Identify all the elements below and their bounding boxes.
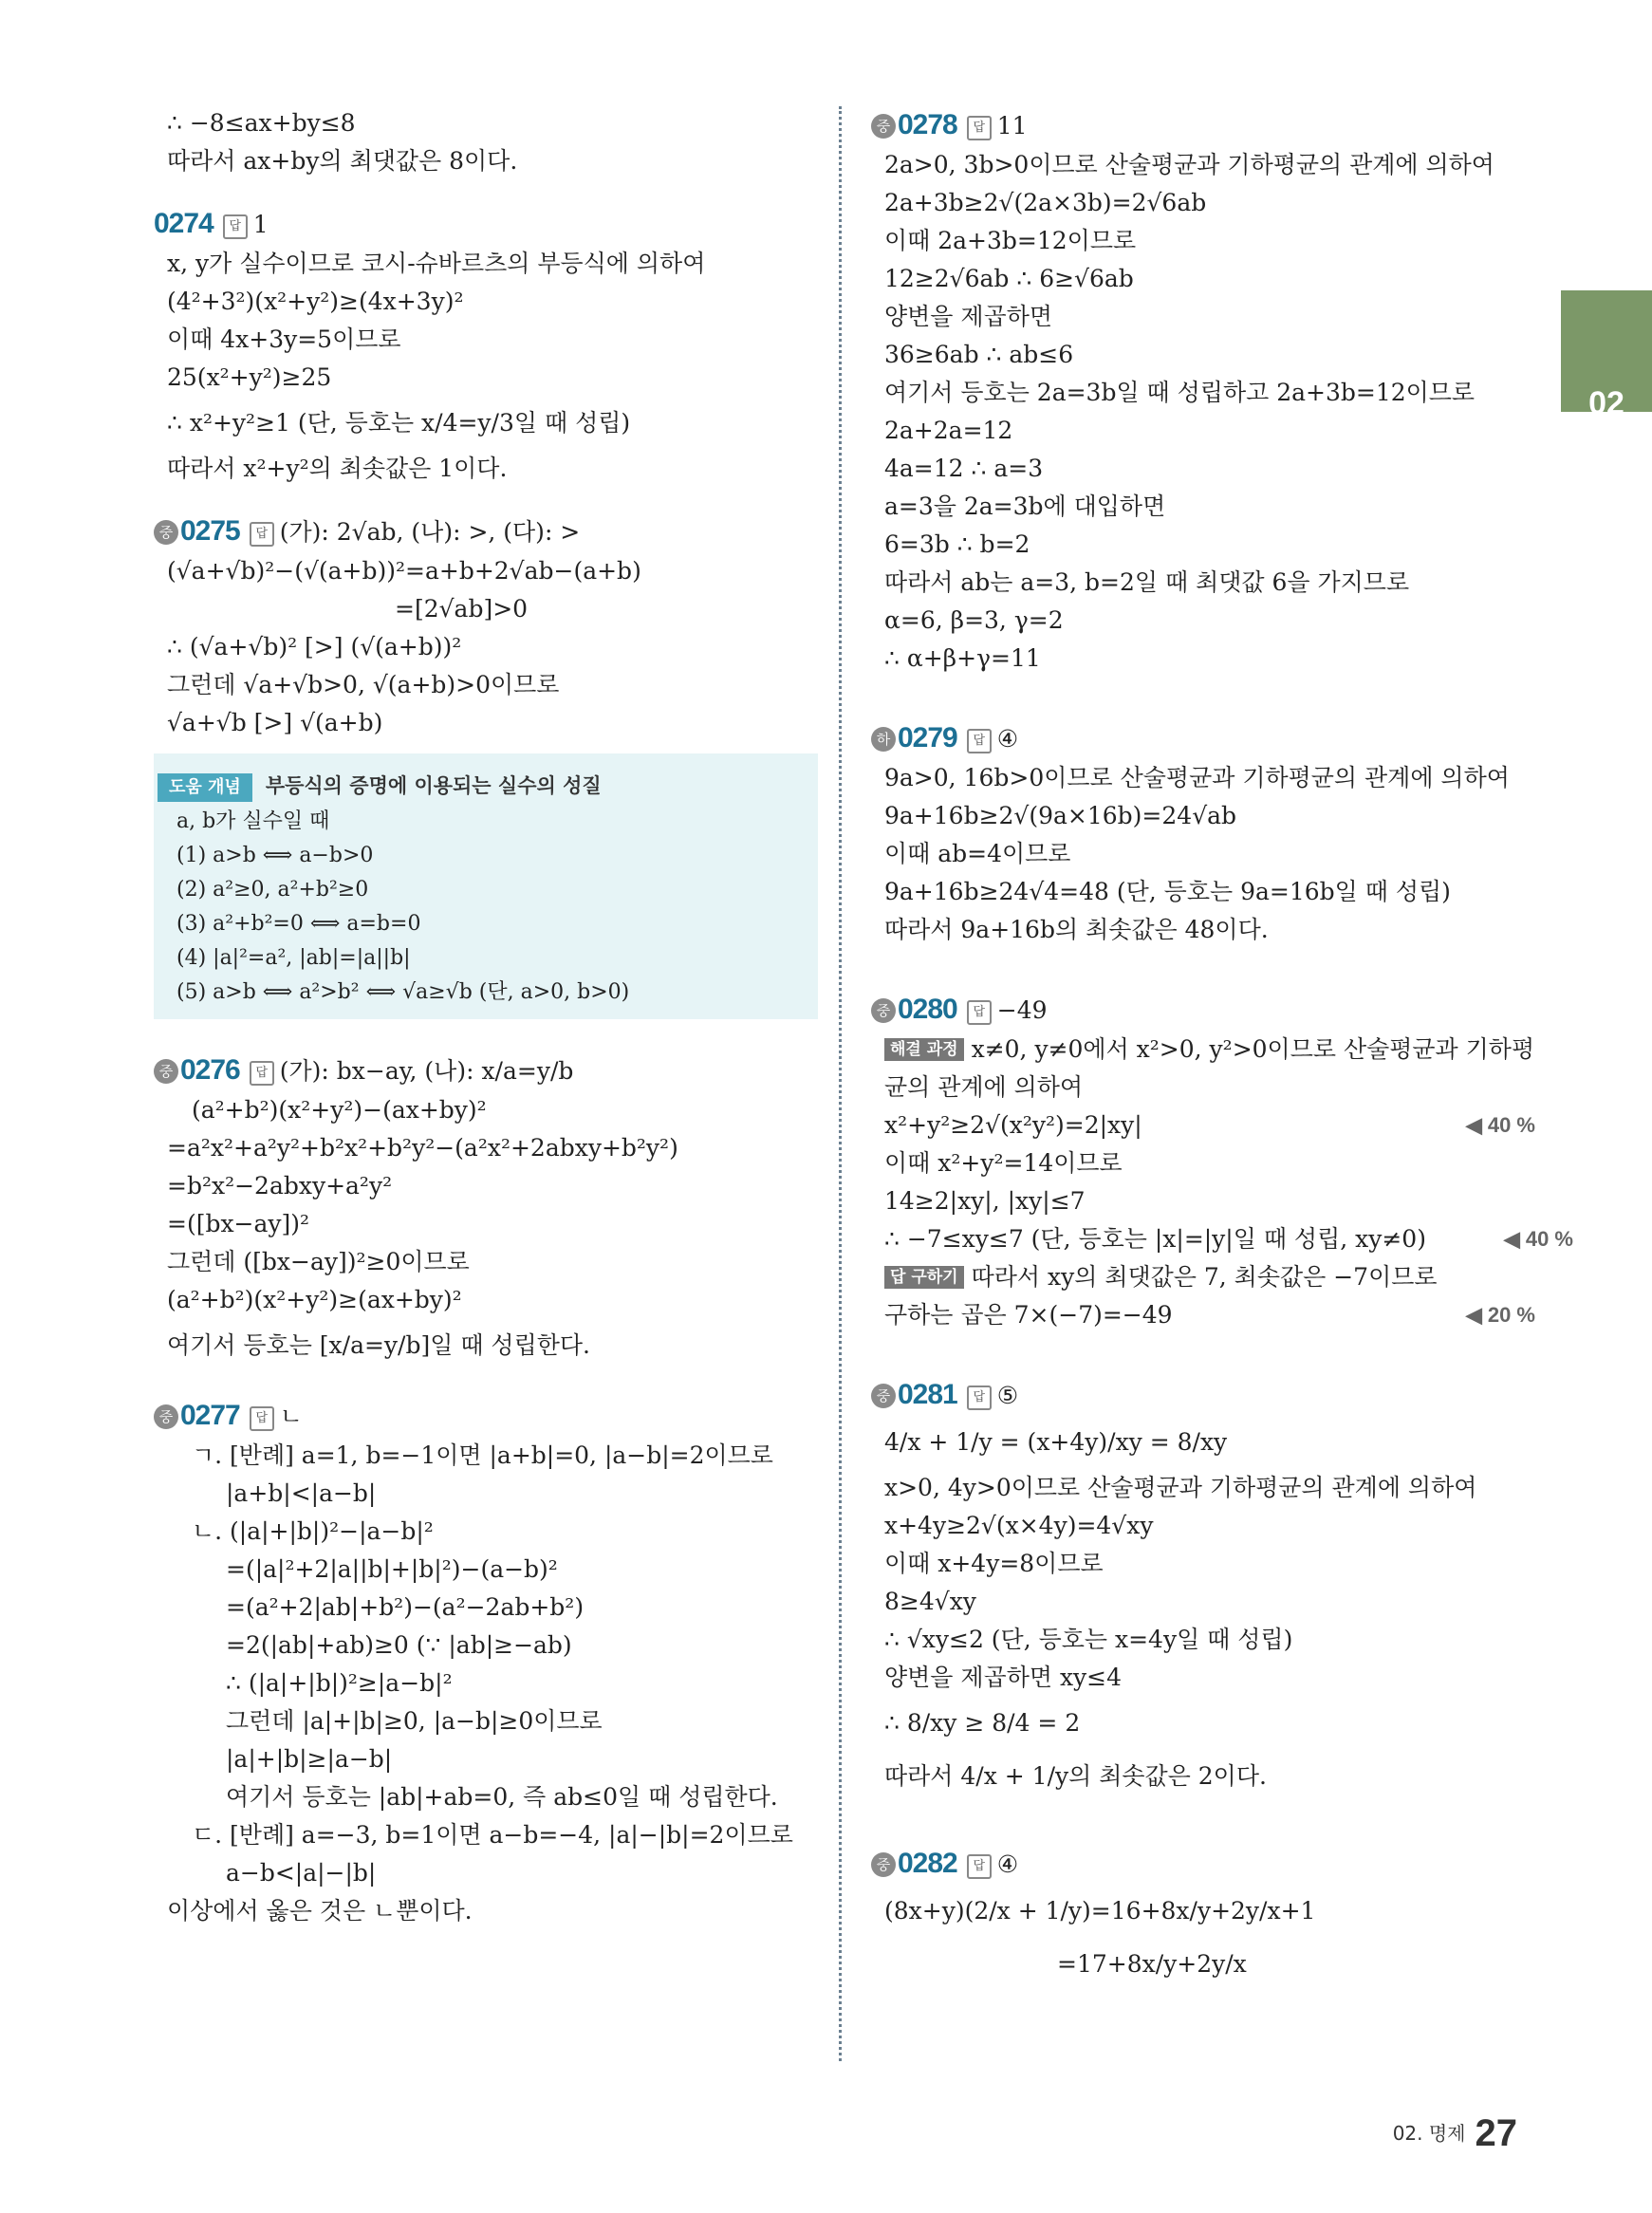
answer-icon: 답 (250, 522, 274, 547)
text-line: (√a+√b)²−(√(a+b))²=a+b+2√ab−(a+b) (167, 557, 641, 585)
answer-value: ㄴ (279, 1403, 303, 1430)
problem-header (871, 1374, 1535, 1416)
problem-0274 (154, 203, 808, 488)
text-line: 여기서 등호는 |ab|+ab=0, 즉 ab≤0일 때 성립한다. (226, 1783, 778, 1811)
problem-header (871, 104, 1535, 146)
text-line: 25(x²+y²)≥25 (167, 363, 332, 391)
text-line: 12≥2√6ab ∴ 6≥√6ab (884, 265, 1134, 292)
text-line: =(|a|²+2|a||b|+|b|²)−(a−b)² (226, 1555, 558, 1583)
concept-line: (3) a²+b²=0 ⟺ a=b=0 (176, 912, 421, 936)
text-line: 따라서 4/x + 1/y의 최솟값은 2이다. (884, 1762, 1267, 1790)
page-footer (1393, 2112, 1517, 2155)
concept-line: a, b가 실수일 때 (176, 809, 330, 833)
text-line: ㄴ. (|a|+|b|)²−|a−b|² (192, 1517, 434, 1545)
text-line: 양변을 제곱하면 xy≤4 (884, 1664, 1123, 1691)
chapter-label: 02. 명제 (1392, 2122, 1466, 2145)
text-line: (8x+y)(2/x + 1/y)=16+8x/y+2y/x+1 (884, 1897, 1316, 1925)
text-line: x, y가 실수이므로 코시-슈바르츠의 부등식에 의하여 (167, 250, 706, 277)
answer-value: (가): bx−ay, (나): x/a=y/b (279, 1057, 574, 1085)
text-line: =a²x²+a²y²+b²x²+b²y²−(a²x²+2abxy+b²y²) (167, 1134, 678, 1162)
score-percent: ◀ 40 % (1465, 1113, 1535, 1137)
problem-0282 (871, 1843, 1535, 1991)
text-line (871, 1031, 1535, 1069)
problem-number: 0278 (898, 109, 957, 140)
problem-0277 (154, 1395, 808, 1930)
problem-0280 (871, 989, 1573, 1334)
text-line: 이때 2a+3b=12이므로 (884, 227, 1137, 254)
chapter-tab-label: 02 (1588, 385, 1624, 421)
text-line: 2a>0, 3b>0이므로 산술평균과 기하평균의 관계에 의하여 (884, 151, 1494, 178)
problem-number: 0274 (154, 208, 213, 239)
text-line: 이때 ab=4이므로 (884, 840, 1071, 867)
difficulty-badge: 중 (871, 1384, 896, 1408)
text-line: 따라서 ax+by의 최댓값은 8이다. (167, 147, 518, 175)
text-line: 그런데 |a|+|b|≥0, |a−b|≥0이므로 (226, 1707, 603, 1735)
text-line: a−b<|a|−|b| (226, 1859, 377, 1887)
text-line: 4a=12 ∴ a=3 (884, 455, 1044, 482)
text-line: √a+√b [>] √(a+b) (167, 709, 383, 736)
problem-number: 0276 (180, 1054, 240, 1086)
text-span: 구하는 곱은 7×(−7)=−49 (884, 1301, 1173, 1329)
problem-0276 (154, 1050, 808, 1372)
text-line: =[2√ab]>0 (395, 595, 529, 623)
concept-line: (1) a>b ⟺ a−b>0 (176, 844, 374, 867)
text-line: 그런데 √a+√b>0, √(a+b)>0이므로 (167, 671, 560, 698)
text-line: 9a>0, 16b>0이므로 산술평균과 기하평균의 관계에 의하여 (884, 764, 1510, 791)
answer-value: −49 (996, 996, 1048, 1024)
problem-header (871, 989, 1535, 1031)
problem-header (871, 1843, 1535, 1885)
answer-icon: 답 (223, 214, 248, 239)
difficulty-badge: 중 (154, 1404, 178, 1429)
problem-number: 0277 (180, 1400, 240, 1431)
text-line: x+4y≥2√(x×4y)=4√xy (884, 1512, 1154, 1539)
text-line: 9a+16b≥2√(9a×16b)=24√ab (884, 802, 1237, 829)
right-column (871, 104, 1573, 1991)
text-line: 8≥4√xy (884, 1588, 976, 1615)
text-line: ∴ (√a+√b)² [>] (√(a+b))² (167, 633, 462, 660)
concept-box (154, 753, 818, 1019)
text-line: 14≥2|xy|, |xy|≤7 (884, 1187, 1086, 1215)
problem-header (871, 717, 1535, 759)
difficulty-badge: 중 (154, 520, 178, 545)
problem-number: 0280 (898, 994, 957, 1025)
difficulty-badge: 중 (871, 114, 896, 139)
text-line: 36≥6ab ∴ ab≤6 (884, 341, 1074, 368)
text-span: 따라서 xy의 최댓값은 7, 최솟값은 −7이므로 (971, 1263, 1438, 1291)
problem-number: 0282 (898, 1848, 957, 1879)
text-line: =([bx−ay])² (167, 1210, 310, 1237)
problem-header (154, 1050, 808, 1091)
text-span: x²+y²≥2√(x²y²)=2|xy| (884, 1111, 1142, 1139)
answer-value: ④ (996, 725, 1019, 753)
answer-value: ④ (996, 1850, 1019, 1878)
text-line (871, 1106, 1535, 1144)
solve-process-tag: 해결 과정 (884, 1038, 964, 1061)
problem-number: 0279 (898, 722, 957, 753)
text-line: 이때 x²+y²=14이므로 (884, 1149, 1123, 1177)
text-line: ∴ (|a|+|b|)²≥|a−b|² (226, 1669, 453, 1697)
text-line: a=3을 2a=3b에 대입하면 (884, 493, 1166, 520)
text-line: ∴ √xy≤2 (단, 등호는 x=4y일 때 성립) (884, 1626, 1293, 1653)
score-percent: ◀ 20 % (1465, 1303, 1535, 1327)
get-answer-tag: 답 구하기 (884, 1266, 964, 1289)
text-line (871, 1220, 1573, 1258)
text-line: =b²x²−2abxy+a²y² (167, 1172, 393, 1199)
answer-value: ⑤ (996, 1382, 1019, 1409)
text-span: x≠0, y≠0에서 x²>0, y²>0이므로 산술평균과 기하평 (971, 1035, 1535, 1063)
text-span: ∴ −7≤xy≤7 (단, 등호는 |x|=|y|일 때 성립, xy≠0) (884, 1225, 1426, 1253)
text-line: ∴ x²+y²≥1 (단, 등호는 x/4=y/3일 때 성립) (167, 409, 631, 437)
answer-icon: 답 (967, 1854, 992, 1879)
concept-title: 부등식의 증명에 이용되는 실수의 성질 (265, 774, 602, 797)
text-line: |a|+|b|≥|a−b| (226, 1745, 393, 1773)
text-line: 여기서 등호는 [x/a=y/b]일 때 성립한다. (167, 1331, 590, 1359)
text-line (871, 1296, 1535, 1334)
text-line: (a²+b²)(x²+y²)−(ax+by)² (192, 1096, 487, 1124)
problem-0281 (871, 1374, 1535, 1803)
text-line: (a²+b²)(x²+y²)≥(ax+by)² (167, 1286, 462, 1313)
text-line: ∴ −8≤ax+by≤8 (167, 109, 356, 137)
text-line: 이때 4x+3y=5이므로 (167, 325, 401, 353)
answer-icon: 답 (967, 729, 992, 753)
answer-icon: 답 (967, 1385, 992, 1410)
problem-number: 0281 (898, 1379, 957, 1410)
text-line: 양변을 제곱하면 (884, 303, 1052, 330)
text-line: 균의 관계에 의하여 (884, 1073, 1084, 1101)
text-line: 9a+16b≥24√4=48 (단, 등호는 9a=16b일 때 성립) (884, 878, 1451, 905)
text-line: 따라서 x²+y²의 최솟값은 1이다. (167, 455, 508, 482)
chapter-tab (1561, 290, 1652, 421)
text-line: (4²+3²)(x²+y²)≥(4x+3y)² (167, 288, 464, 315)
concept-line: (4) |a|²=a², |ab|=|a||b| (176, 946, 411, 970)
text-line: α=6, β=3, γ=2 (884, 606, 1064, 634)
text-line: ㄱ. [반례] a=1, b=−1이면 |a+b|=0, |a−b|=2이므로 (192, 1441, 773, 1469)
text-line: =17+8x/y+2y/x (1057, 1950, 1247, 1978)
difficulty-badge: 중 (871, 998, 896, 1023)
answer-value: (가): 2√ab, (나): >, (다): > (279, 518, 581, 546)
text-line (871, 1258, 1535, 1296)
concept-line: (2) a²≥0, a²+b²≥0 (176, 878, 369, 902)
text-line: ㄷ. [반례] a=−3, b=1이면 a−b=−4, |a|−|b|=2이므로 (192, 1821, 793, 1849)
text-line: =(a²+2|ab|+b²)−(a²−2ab+b²) (226, 1593, 585, 1621)
answer-icon: 답 (967, 1000, 992, 1025)
answer-icon: 답 (250, 1406, 274, 1431)
problem-header (154, 511, 808, 552)
text-line: 6=3b ∴ b=2 (884, 530, 1030, 558)
text-line: 따라서 9a+16b의 최솟값은 48이다. (884, 916, 1269, 943)
concept-header (158, 767, 799, 805)
text-line: 2a+2a=12 (884, 417, 1013, 444)
difficulty-badge: 중 (154, 1059, 178, 1084)
left-column (154, 104, 808, 1930)
text-line: 그런데 ([bx−ay])²≥0이므로 (167, 1248, 470, 1275)
concept-line: (5) a>b ⟺ a²>b² ⟺ √a≥√b (단, a>0, b>0) (176, 980, 630, 1004)
problem-0275 (154, 511, 808, 742)
problem-header (154, 203, 808, 245)
text-line: 여기서 등호는 2a=3b일 때 성립하고 2a+3b=12이므로 (884, 379, 1476, 406)
text-line: 따라서 ab는 a=3, b=2일 때 최댓값 6을 가지므로 (884, 568, 1410, 596)
text-line: x>0, 4y>0이므로 산술평균과 기하평균의 관계에 의하여 (884, 1474, 1477, 1501)
difficulty-badge: 중 (871, 1852, 896, 1877)
concept-tag: 도움 개념 (158, 773, 252, 802)
text-line: 이때 x+4y=8이므로 (884, 1550, 1104, 1577)
answer-value: 11 (996, 112, 1028, 139)
page-number: 27 (1475, 2112, 1517, 2154)
text-line: 4/x + 1/y = (x+4y)/xy = 8/xy (884, 1428, 1228, 1456)
answer-value: 1 (252, 211, 269, 238)
column-divider (839, 106, 842, 2061)
text-line: 2a+3b≥2√(2a×3b)=2√6ab (884, 189, 1207, 216)
problem-0279 (871, 717, 1535, 949)
answer-icon: 답 (967, 116, 992, 140)
text-line: =2(|ab|+ab)≥0 (∵ |ab|≥−ab) (226, 1631, 572, 1659)
problem-number: 0275 (180, 515, 240, 547)
text-line: 이상에서 옳은 것은 ㄴ뿐이다. (167, 1897, 473, 1925)
text-line: ∴ 8/xy ≥ 8/4 = 2 (884, 1709, 1081, 1737)
score-percent: ◀ 40 % (1503, 1227, 1573, 1251)
answer-icon: 답 (250, 1061, 274, 1086)
difficulty-badge: 하 (871, 727, 896, 752)
problem-0278 (871, 104, 1535, 678)
problem-header (154, 1395, 808, 1437)
text-line: ∴ α+β+γ=11 (884, 644, 1041, 672)
text-line: |a+b|<|a−b| (226, 1479, 377, 1507)
